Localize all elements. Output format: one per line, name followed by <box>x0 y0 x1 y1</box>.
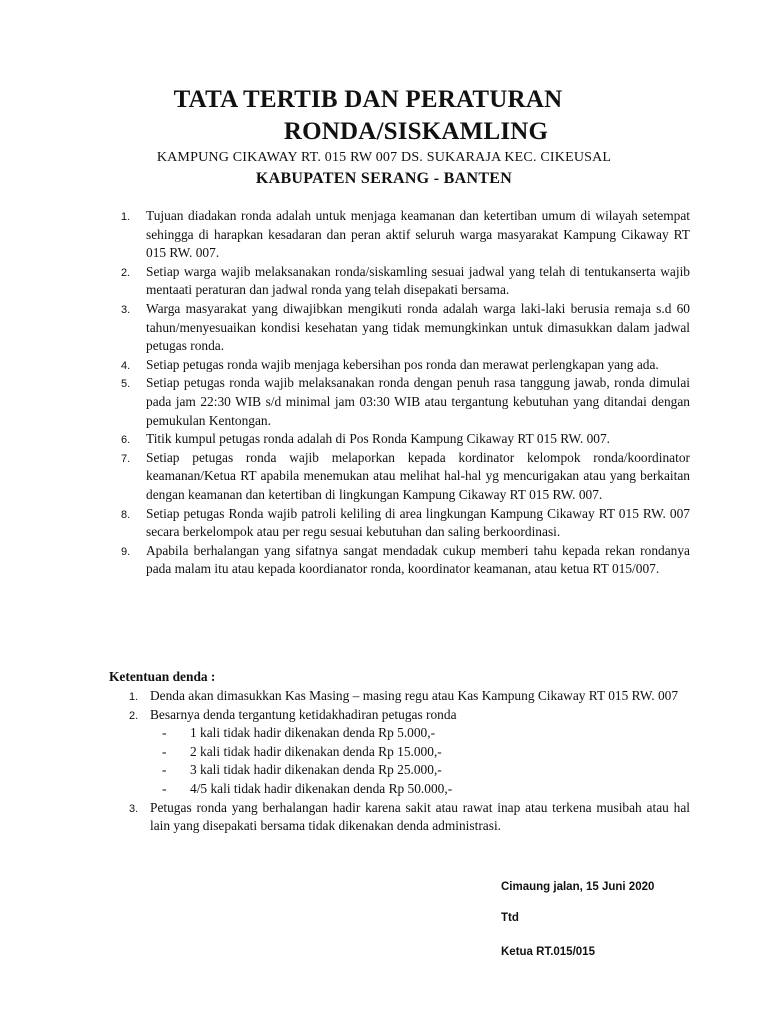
document-subtitle-region: KABUPATEN SERANG - BANTEN <box>255 170 513 187</box>
rule-text: Setiap warga wajib melaksanakan ronda/siskamling sesuai jadwal yang telah di tentukanserta wajib mentaati peraturan dan jadwal ronda yang telah disepakati bersama. <box>146 263 690 298</box>
rule-number: 2. <box>121 266 131 279</box>
dash-bullet: - <box>162 762 167 778</box>
fine-amount-text: 2 kali tidak hadir dikenakan denda Rp 15.000,- <box>190 743 442 759</box>
dash-bullet: - <box>162 743 167 759</box>
rule-item <box>112 449 690 505</box>
fine-text: Besarnya denda tergantung ketidakhadiran petugas ronda <box>150 706 457 722</box>
rule-text: Setiap petugas ronda wajib melaporkan kepada kordinator kelompok ronda/koordinator keamanan/Ketua RT apabila menemukan atau melihat hal-hal yg mencurigakan atau yang berkaitan dengan keamanan dan ketertiban di lingkungan Kampung Cikaway RT 015 RW. 007. <box>146 449 690 502</box>
fine-number: 1. <box>129 691 139 703</box>
rule-item <box>112 542 690 579</box>
fine-amount-text: 1 kali tidak hadir dikenakan denda Rp 5.000,- <box>190 725 436 741</box>
rule-number: 3. <box>121 303 131 316</box>
fine-item <box>112 706 690 799</box>
fine-item <box>112 687 690 706</box>
fine-item <box>112 799 690 836</box>
fine-amount-item <box>150 743 690 762</box>
rule-number: 8. <box>121 508 131 521</box>
rule-text: Titik kumpul petugas ronda adalah di Pos Ronda Kampung Cikaway RT 015 RW. 007. <box>146 431 611 447</box>
dash-bullet: - <box>162 780 167 796</box>
fine-amount-text: 3 kali tidak hadir dikenakan denda Rp 25.000,- <box>190 762 442 778</box>
fine-text: Petugas ronda yang berhalangan hadir karena sakit atau rawat inap atau terkena musibah atau hal lain yang disepakati bersama tidak dikenakan denda administrasi. <box>150 799 690 834</box>
fine-amount-item <box>150 761 690 780</box>
signature-ttd: Ttd <box>501 912 519 924</box>
fine-text: Denda akan dimasukkan Kas Masing – masing regu atau Kas Kampung Cikaway RT 015 RW. 007 <box>150 688 679 703</box>
rule-number: 5. <box>121 378 131 391</box>
rule-text: Setiap petugas Ronda wajib patroli keliling di area lingkungan Kampung Cikaway RT 015 RW. 007 secara berkelompok atau per regu sesuai kebutuhan dan saling berkoordinasi. <box>146 505 690 540</box>
signature-place-date: Cimaung jalan, 15 Juni 2020 <box>501 881 655 893</box>
rule-item <box>112 356 690 375</box>
fine-amount-item <box>150 724 690 743</box>
rule-text: Setiap petugas ronda wajib melaksanakan ronda dengan penuh rasa tanggung jawab, ronda dimulai pada jam 22:30 WIB s/d minimal jam 03:30 WIB atau tergantung kebutuhan yang ditandai dengan pemukulan Kentongan. <box>146 375 690 428</box>
document-subtitle-address: KAMPUNG CIKAWAY RT. 015 RW 007 DS. SUKARAJA KEC. CIKEUSAL <box>156 150 612 165</box>
rule-item <box>112 374 690 430</box>
signature-role: Ketua RT.015/015 <box>501 946 595 958</box>
rule-item <box>112 263 690 300</box>
rule-item <box>112 505 690 542</box>
rule-text: Warga masyarakat yang diwajibkan mengikuti ronda adalah warga laki-laki berusia remaja s.d 60 tahun/menyesuaikan kondisi kesehatan yang tidak memungkinkan untuk dimasukkan dalam jadwal petugas ronda. <box>146 300 690 354</box>
fine-number: 2. <box>129 709 139 722</box>
rules-list <box>112 207 690 579</box>
rule-text: Apabila berhalangan yang sifatnya sangat mendadak cukup memberi tahu kepada rekan rondanya pada malam itu atau kepada koordianator ronda, koordinator keamanan, atau ketua RT 015/007. <box>146 542 690 577</box>
document-title-line-1: TATA TERTIB DAN PERATURAN <box>173 86 563 113</box>
rule-text: Setiap petugas ronda wajib menjaga kebersihan pos ronda dan merawat perlengkapan yang ada. <box>146 356 659 372</box>
fine-number: 3. <box>129 802 139 815</box>
rule-item <box>112 430 690 449</box>
document-title-line-2: RONDA/SISKAMLING <box>283 118 549 145</box>
rule-item <box>112 207 690 263</box>
fine-amounts-list <box>150 724 690 798</box>
rule-item <box>112 300 690 356</box>
fines-heading: Ketentuan denda : <box>109 669 216 684</box>
dash-bullet: - <box>162 725 167 741</box>
fines-list <box>112 687 690 836</box>
rule-number: 4. <box>121 359 131 372</box>
fine-amount-text: 4/5 kali tidak hadir dikenakan denda Rp 50.000,- <box>190 780 453 796</box>
rule-number: 6. <box>121 434 131 447</box>
rule-number: 9. <box>121 545 131 558</box>
rule-number: 7. <box>121 452 131 465</box>
rule-number: 1. <box>121 211 131 223</box>
fine-amount-item <box>150 780 690 799</box>
rule-text: Tujuan diadakan ronda adalah untuk menjaga keamanan dan ketertiban umum di wilayah setempat sehingga di harapkan kesadaran dan peran aktif seluruh warga masyarakat Kampung Cikaway RT 015 RW. 007. <box>146 208 690 261</box>
